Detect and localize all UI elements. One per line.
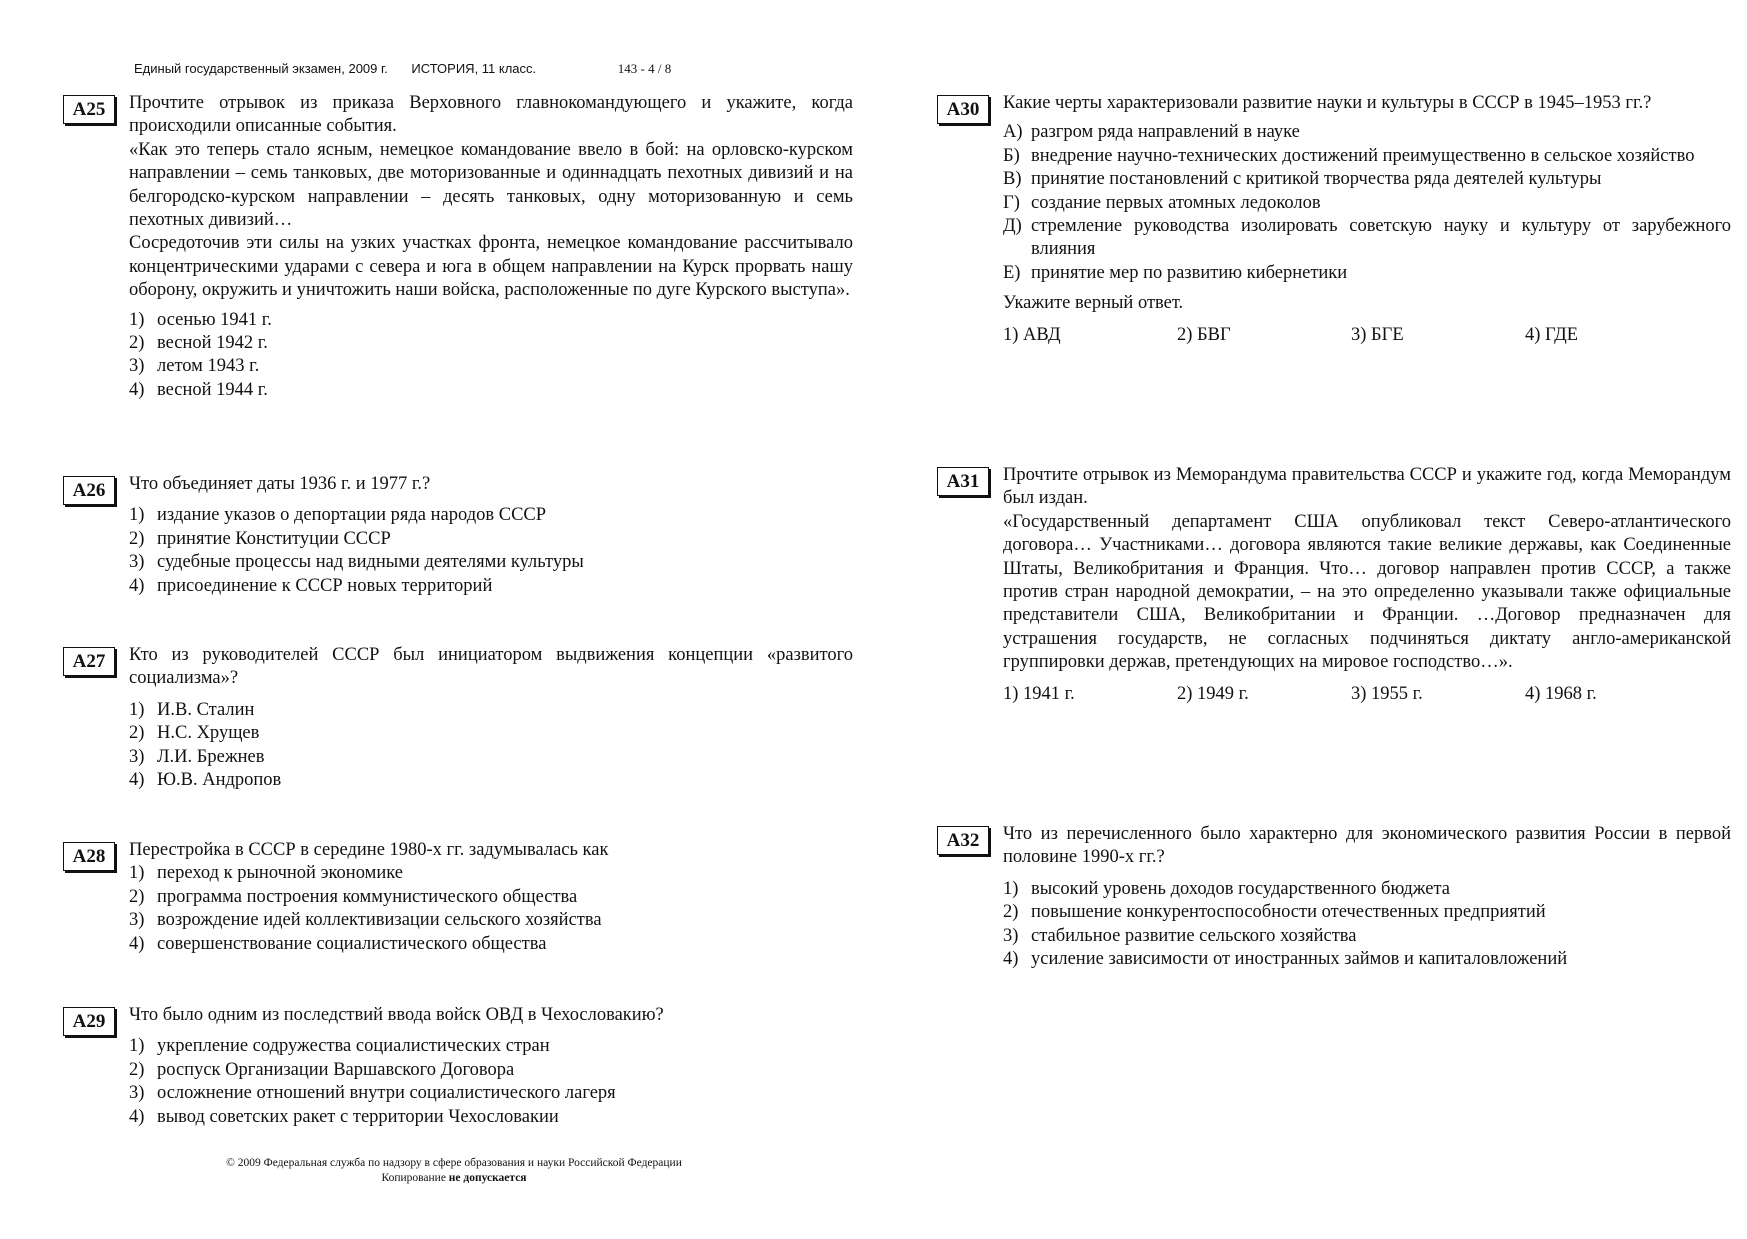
statement-item: Г) создание первых атомных ледоколов [1003, 192, 1321, 213]
statement-item: Е) принятие мер по развитию кибернетики [1003, 262, 1348, 283]
question-number-badge: А27 [63, 647, 115, 676]
quote-paragraph: «Как это теперь стало ясным, немецкое командование ввело в бой: на орловско-курском направлении – семь танковых, две моторизованные и одиннадцать пехотных дивизий и на белгородско-курском направлении – десять танковых, одну моторизованную и семь пехотных дивизий… [129, 139, 853, 231]
answer-option: 2) принятие Конституции СССР [129, 528, 391, 549]
statement-list [1003, 121, 1731, 285]
answer-option: 2) 1949 г. [1177, 683, 1249, 704]
exam-subject: ИСТОРИЯ, 11 класс. [411, 61, 537, 76]
answer-option: 4) весной 1944 г. [129, 379, 268, 400]
answer-option: 1) высокий уровень доходов государственного бюджета [1003, 878, 1451, 899]
answer-option: 3) стабильное развитие сельского хозяйства [1003, 925, 1357, 946]
answer-options [129, 1035, 853, 1129]
question-prompt: Какие черты характеризовали развитие науки и культуры в СССР в 1945–1953 гг.? [1003, 93, 1652, 113]
answer-option: 4) присоединение к СССР новых территорий [129, 575, 493, 596]
answer-option: 1) укрепление содружества социалистических стран [129, 1036, 550, 1057]
answer-option: 2) программа построения коммунистического общества [129, 886, 578, 907]
answer-option: 4) усиление зависимости от иностранных займов и капиталовложений [1003, 949, 1568, 970]
question-number-badge: А25 [63, 95, 115, 124]
answer-option: 4) ГДЕ [1525, 324, 1579, 345]
instruction-text: Укажите верный ответ. [1003, 293, 1184, 314]
answer-option: 4) вывод советских ракет с территории Чехословакии [129, 1106, 559, 1127]
answer-option: 3) летом 1943 г. [129, 356, 260, 377]
page-number: 143 - 4 / 8 [617, 61, 672, 76]
question-number-badge: А29 [63, 1007, 115, 1036]
answer-options [129, 504, 853, 598]
answer-option: 3) возрождение идей коллективизации сельского хозяйства [129, 910, 602, 931]
statement-item: А) разгром ряда направлений в науке [1003, 122, 1300, 143]
answer-option: 3) судебные процессы над видными деятелями культуры [129, 552, 584, 573]
question-number-badge: А30 [937, 95, 989, 124]
answer-options [1003, 324, 1731, 347]
answer-option: 1) АВД [1003, 324, 1061, 345]
answer-option: 1) И.В. Сталин [129, 699, 255, 720]
question-number-badge: А26 [63, 476, 115, 505]
answer-options [129, 309, 853, 403]
statement-item: Б) внедрение научно-технических достижений преимущественно в сельское хозяйство [1003, 145, 1695, 166]
answer-option: 4) 1968 г. [1525, 683, 1597, 704]
answer-option: 2) весной 1942 г. [129, 333, 268, 354]
question-number-badge: А31 [937, 467, 989, 496]
question-prompt: Перестройка в СССР в середине 1980-х гг. задумывалась как [129, 840, 609, 860]
answer-options [1003, 683, 1731, 706]
question-prompt: Прочтите отрывок из приказа Верховного главнокомандующего и укажите, когда происходили описанные события. [129, 93, 853, 137]
answer-option: 3) Л.И. Брежнев [129, 746, 265, 767]
question-prompt: Что было одним из последствий ввода войск ОВД в Чехословакию? [129, 1005, 664, 1025]
answer-option: 2) повышение конкурентоспособности отечественных предприятий [1003, 902, 1546, 923]
answer-option: 1) осенью 1941 г. [129, 309, 272, 330]
exam-title: Единый государственный экзамен, 2009 г. [134, 61, 388, 76]
question-prompt: Что объединяет даты 1936 г. и 1977 г.? [129, 474, 431, 494]
quote-paragraph: «Государственный департамент США опубликовал текст Северо-атлантического договора… Участниками… договора являются такие великие державы, как Соединенные Штаты, Великобритания и Франция. Что… договор направлен против СССР, а также против стран народной демократии, – на это определенно указывали также официальные представители США, Великобритании и Франции. …Договор предназначен для устрашения государств, не согласных подчиняться диктату англо-американской группировки держав, претендующих на мировое господство…». [1003, 511, 1731, 673]
question-number-badge: А32 [937, 826, 989, 855]
copyright-footer [134, 1156, 774, 1186]
answer-options [129, 862, 853, 956]
answer-option: 2) роспуск Организации Варшавского Договора [129, 1059, 515, 1080]
question-prompt: Что из перечисленного было характерно для экономического развития России в первой половине 1990-х гг.? [1003, 824, 1731, 868]
statement-item: В) принятие постановлений с критикой творчества ряда деятелей культуры [1003, 169, 1602, 190]
answer-option: 3) БГЕ [1351, 324, 1404, 345]
copy-notice: Копирование не допускается [381, 1172, 527, 1184]
answer-options [1003, 878, 1731, 972]
answer-option: 3) осложнение отношений внутри социалистического лагеря [129, 1083, 616, 1104]
answer-option: 2) Н.С. Хрущев [129, 723, 260, 744]
answer-option: 4) Ю.В. Андропов [129, 770, 282, 791]
question-prompt: Прочтите отрывок из Меморандума правительства СССР и укажите год, когда Меморандум был издан. [1003, 465, 1731, 509]
page-header [134, 61, 671, 77]
answer-option: 1) переход к рыночной экономике [129, 863, 403, 884]
question-number-badge: А28 [63, 842, 115, 871]
copyright-line: © 2009 Федеральная служба по надзору в сфере образования и науки Российской Федерации [226, 1157, 682, 1169]
answer-option: 2) БВГ [1177, 324, 1231, 345]
answer-option: 4) совершенствование социалистического общества [129, 933, 547, 954]
quote-paragraph: Сосредоточив эти силы на узких участках фронта, немецкое командование рассчитывало концентрическими ударами с севера и юга в общем направлении на Курск прорвать нашу оборону, окружить и уничтожить наши войска, расположенные по дуге Курского выступа». [129, 233, 853, 301]
question-prompt: Кто из руководителей СССР был инициатором выдвижения концепции «развитого социализма»? [129, 645, 853, 689]
answer-option: 1) 1941 г. [1003, 683, 1075, 704]
statement-item: Д) стремление руководства изолировать советскую науку и культуру от зарубежного влияния [1003, 216, 1731, 260]
answer-option: 3) 1955 г. [1351, 683, 1423, 704]
answer-option: 1) издание указов о депортации ряда народов СССР [129, 505, 547, 526]
answer-options [129, 699, 853, 793]
